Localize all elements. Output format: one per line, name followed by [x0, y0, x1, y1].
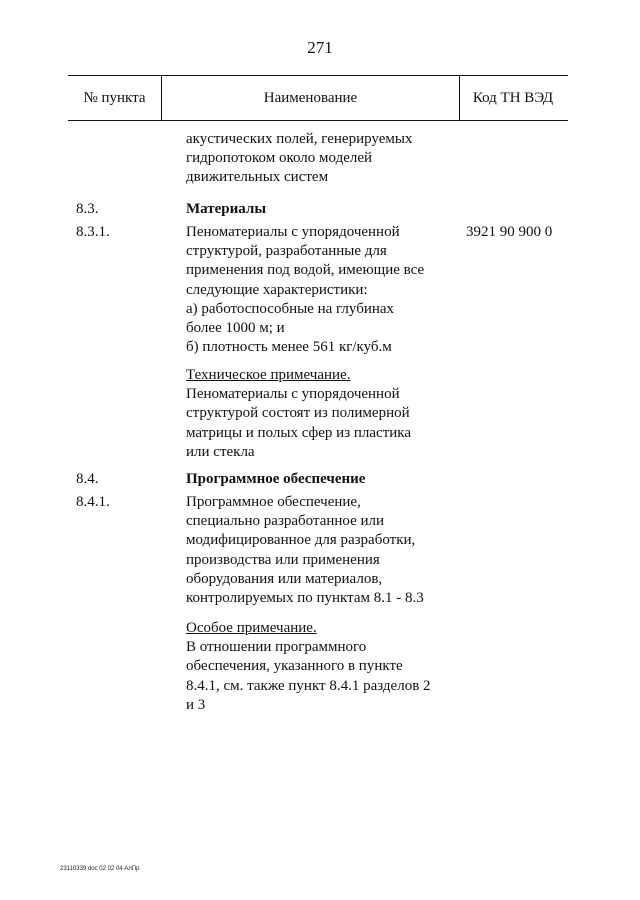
text-line: акустических полей, генерируемых [186, 131, 413, 147]
text-line: структурой, разработанные для [186, 243, 387, 260]
page-number: 271 [307, 38, 333, 57]
text-line: В отношении программного [186, 639, 367, 656]
header-name: Наименование [162, 76, 460, 120]
tn-ved-code: 3921 90 900 0 [466, 224, 553, 240]
text-line: контролируемых по пунктам 8.1 - 8.3 [186, 590, 424, 607]
special-note [186, 619, 466, 715]
section-title-software: Программное обеспечение [186, 471, 366, 487]
text-line: производства или применения [186, 551, 380, 568]
note-title: Особое примечание. [186, 620, 317, 636]
text-line: структурой состоят из полимерной [186, 405, 410, 422]
text-line: движительных систем [186, 169, 329, 186]
header-code: Код ТН ВЭД [472, 89, 554, 106]
text-line: матрицы и полых сфер из пластика [186, 424, 411, 441]
item-number-8-3-1: 8.3.1. [76, 224, 110, 240]
text-line: модифицированное для разработки, [186, 532, 416, 549]
item-description [186, 223, 466, 357]
text-line: обеспечения, указанного в пункте [186, 658, 403, 675]
text-line: гидропотоком около моделей [186, 150, 373, 167]
text-line: а) работоспособные на глубинах [186, 300, 395, 317]
footer-document-id: 23110339 doc 02 02 04 АлПр [60, 866, 140, 872]
header-item-number: № пункта [68, 76, 162, 120]
technical-note [186, 366, 466, 462]
text-line: б) плотность менее 561 кг/куб.м [186, 339, 392, 356]
item-number-8-4-1: 8.4.1. [76, 494, 110, 510]
text-line: более 1000 м; и [186, 320, 285, 337]
item-description [186, 493, 466, 608]
item-number-8-4: 8.4. [76, 471, 99, 487]
table-header [68, 75, 568, 121]
text-line: 8.4.1, см. также пункт 8.4.1 разделов 2 [186, 677, 431, 694]
section-title-materials: Материалы [186, 201, 267, 217]
text-line: или стекла [186, 443, 255, 460]
text-line: Пеноматериалы с упорядоченной [186, 224, 400, 240]
text-line: оборудования или материалов, [186, 570, 383, 587]
text-line: Пеноматериалы с упорядоченной [186, 386, 400, 403]
text-line: следующие характеристики: [186, 281, 368, 298]
note-title: Техническое примечание. [186, 367, 351, 383]
text-line: специально разработанное или [186, 513, 385, 530]
continuation-text [186, 130, 466, 188]
item-number-8-3: 8.3. [76, 201, 99, 217]
text-line: Программное обеспечение, [186, 494, 361, 510]
text-line: и 3 [186, 696, 206, 713]
text-line: применения под водой, имеющие все [186, 262, 425, 279]
